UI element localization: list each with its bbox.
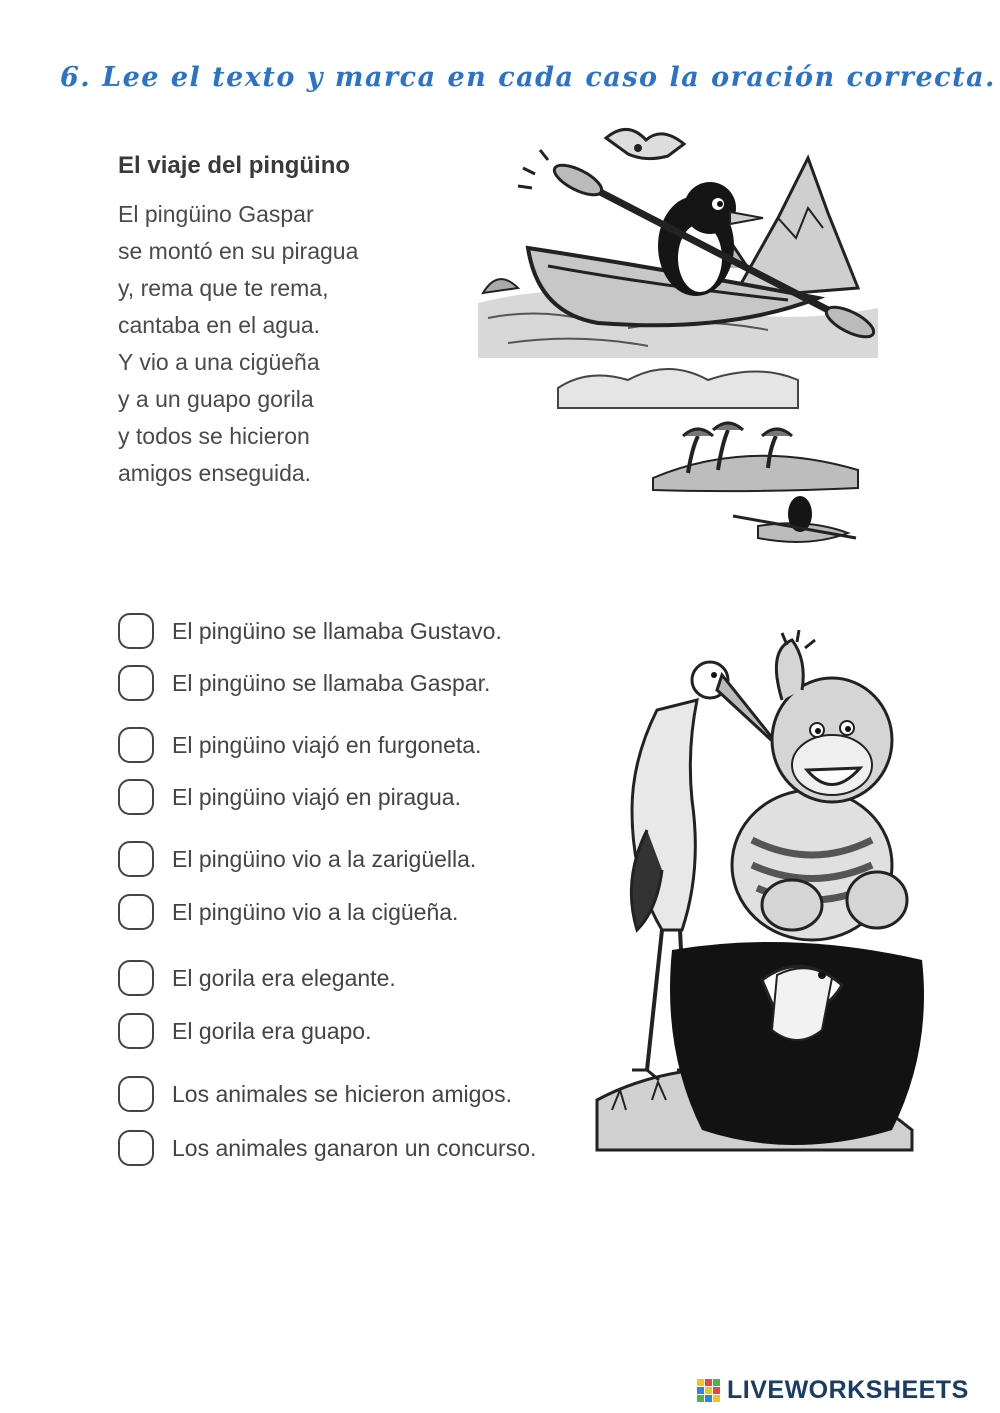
radio-circle[interactable] (118, 894, 154, 930)
animals-illustration (592, 630, 942, 1160)
option-label: El pingüino se llamaba Gaspar. (172, 669, 491, 696)
radio-circle[interactable] (118, 1076, 154, 1112)
radio-circle[interactable] (118, 665, 154, 701)
brand-name: LIVEWORKSHEETS (727, 1376, 969, 1404)
option-label: El pingüino se llamaba Gustavo. (172, 617, 502, 644)
radio-circle[interactable] (118, 1013, 154, 1049)
story-title: El viaje del pingüino (118, 152, 351, 179)
option-pair5-b[interactable] (118, 1127, 598, 1169)
poem-line: El pingüino Gaspar (118, 201, 314, 227)
radio-circle[interactable] (118, 1130, 154, 1166)
poem-line: amigos enseguida. (118, 460, 312, 486)
option-label: El pingüino vio a la cigüeña. (172, 898, 459, 925)
radio-circle[interactable] (118, 960, 154, 996)
radio-circle[interactable] (118, 727, 154, 763)
option-pair5-a[interactable] (118, 1073, 598, 1115)
option-pair3-a[interactable] (118, 838, 598, 880)
poem-line: se montó en su piragua (118, 238, 359, 264)
option-pair4-b[interactable] (118, 1010, 598, 1052)
poem-line: y a un guapo gorila (118, 386, 314, 412)
poem-line: cantaba en el agua. (118, 312, 321, 338)
option-label: El pingüino vio a la zarigüella. (172, 845, 477, 872)
poem-line: y todos se hicieron (118, 423, 310, 449)
option-pair1-b[interactable] (118, 662, 598, 704)
radio-circle[interactable] (118, 613, 154, 649)
poem-line: Y vio a una cigüeña (118, 349, 320, 375)
option-pair1-a[interactable] (118, 610, 598, 652)
option-pair2-b[interactable] (118, 776, 598, 818)
radio-circle[interactable] (118, 779, 154, 815)
option-label: Los animales ganaron un concurso. (172, 1134, 537, 1161)
option-label: El pingüino viajó en furgoneta. (172, 731, 482, 758)
option-label: Los animales se hicieron amigos. (172, 1080, 513, 1107)
option-label: El gorila era guapo. (172, 1017, 372, 1044)
liveworksheets-logo-icon (697, 1379, 721, 1403)
instruction-heading: 6. Lee el texto y marca en cada caso la oración correcta. (60, 62, 996, 93)
option-pair3-b[interactable] (118, 891, 598, 933)
option-pair2-a[interactable] (118, 724, 598, 766)
radio-circle[interactable] (118, 841, 154, 877)
option-label: El gorila era elegante. (172, 964, 396, 991)
option-label: El pingüino viajó en piragua. (172, 783, 461, 810)
answer-options (118, 0, 598, 1413)
footer-brand (697, 1376, 969, 1405)
poem-line: y, rema que te rema, (118, 275, 329, 301)
option-pair4-a[interactable] (118, 957, 598, 999)
